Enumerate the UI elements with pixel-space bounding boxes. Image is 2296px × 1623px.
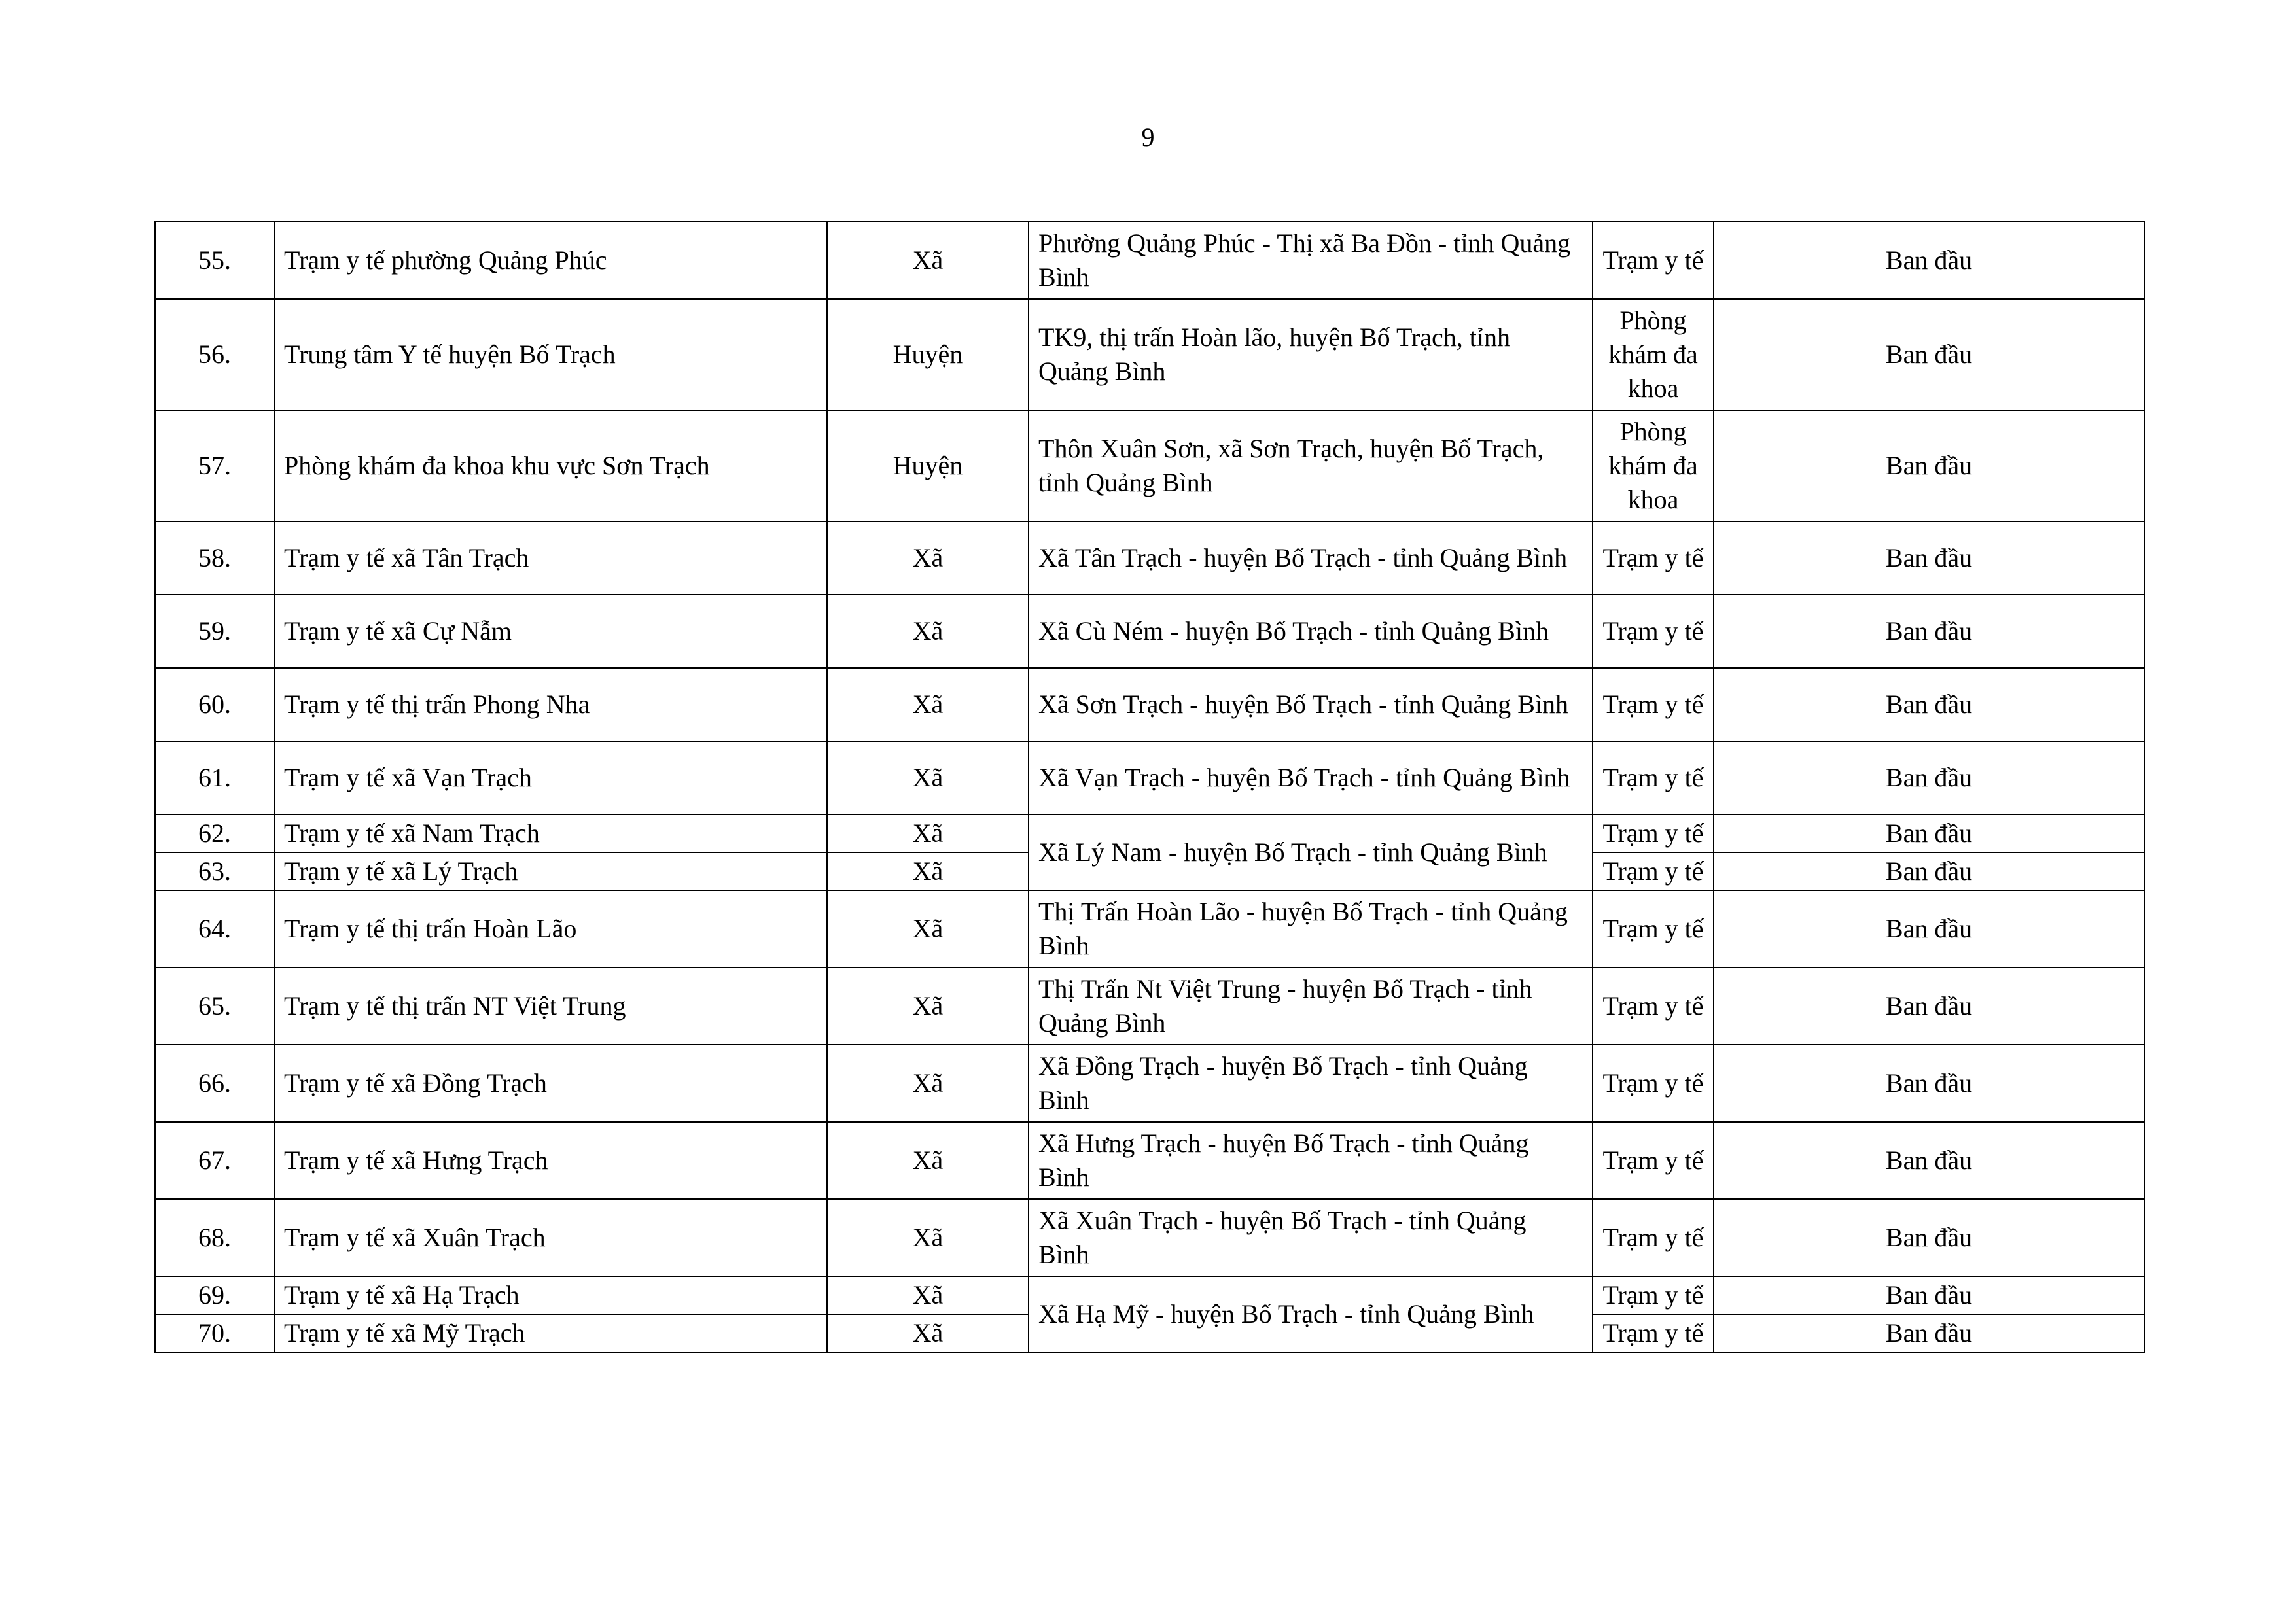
facility-address-cell: Xã Vạn Trạch - huyện Bố Trạch - tỉnh Quảng Bình xyxy=(1029,741,1593,814)
facility-type-cell: Trạm y tế xyxy=(1593,1314,1714,1352)
facility-level-cell: Xã xyxy=(827,1122,1029,1199)
table-row xyxy=(155,741,2144,814)
row-index-cell: 56. xyxy=(155,299,274,410)
facility-type-cell: Trạm y tế xyxy=(1593,668,1714,741)
facility-category-cell: Ban đầu xyxy=(1714,521,2144,595)
facility-registry-table xyxy=(154,221,2145,1353)
facility-level-cell: Xã xyxy=(827,1314,1029,1352)
facility-name-cell: Trạm y tế xã Tân Trạch xyxy=(274,521,827,595)
facility-address-cell: Xã Đồng Trạch - huyện Bố Trạch - tỉnh Quảng Bình xyxy=(1029,1045,1593,1122)
facility-category-cell: Ban đầu xyxy=(1714,1122,2144,1199)
table-row xyxy=(155,668,2144,741)
row-index-cell: 59. xyxy=(155,595,274,668)
table-row xyxy=(155,1122,2144,1199)
table-row xyxy=(155,1276,2144,1314)
table-row xyxy=(155,890,2144,968)
facility-type-cell: Trạm y tế xyxy=(1593,222,1714,299)
table-row xyxy=(155,410,2144,521)
facility-address-cell: Xã Lý Nam - huyện Bố Trạch - tỉnh Quảng Bình xyxy=(1029,814,1593,890)
facility-category-cell: Ban đầu xyxy=(1714,1276,2144,1314)
row-index-cell: 61. xyxy=(155,741,274,814)
facility-address-cell: TK9, thị trấn Hoàn lão, huyện Bố Trạch, tỉnh Quảng Bình xyxy=(1029,299,1593,410)
facility-level-cell: Xã xyxy=(827,595,1029,668)
facility-name-cell: Phòng khám đa khoa khu vực Sơn Trạch xyxy=(274,410,827,521)
facility-type-cell: Trạm y tế xyxy=(1593,1276,1714,1314)
facility-name-cell: Trạm y tế xã Cự Nẫm xyxy=(274,595,827,668)
row-index-cell: 69. xyxy=(155,1276,274,1314)
facility-type-cell: Trạm y tế xyxy=(1593,1122,1714,1199)
facility-address-cell: Xã Xuân Trạch - huyện Bố Trạch - tỉnh Quảng Bình xyxy=(1029,1199,1593,1276)
facility-registry-table-wrap xyxy=(154,221,2144,1353)
facility-address-cell: Xã Hưng Trạch - huyện Bố Trạch - tỉnh Quảng Bình xyxy=(1029,1122,1593,1199)
facility-name-cell: Trạm y tế xã Đồng Trạch xyxy=(274,1045,827,1122)
facility-level-cell: Xã xyxy=(827,890,1029,968)
facility-address-cell: Phường Quảng Phúc - Thị xã Ba Đồn - tỉnh Quảng Bình xyxy=(1029,222,1593,299)
row-index-cell: 70. xyxy=(155,1314,274,1352)
table-row xyxy=(155,222,2144,299)
facility-name-cell: Trạm y tế phường Quảng Phúc xyxy=(274,222,827,299)
facility-address-cell: Xã Cù Ném - huyện Bố Trạch - tỉnh Quảng Bình xyxy=(1029,595,1593,668)
facility-type-cell: Trạm y tế xyxy=(1593,1199,1714,1276)
facility-level-cell: Xã xyxy=(827,1045,1029,1122)
row-index-cell: 64. xyxy=(155,890,274,968)
facility-category-cell: Ban đầu xyxy=(1714,852,2144,890)
facility-name-cell: Trạm y tế thị trấn Hoàn Lão xyxy=(274,890,827,968)
facility-category-cell: Ban đầu xyxy=(1714,1314,2144,1352)
facility-category-cell: Ban đầu xyxy=(1714,1199,2144,1276)
facility-address-cell: Thị Trấn Nt Việt Trung - huyện Bố Trạch - tỉnh Quảng Bình xyxy=(1029,968,1593,1045)
facility-level-cell: Huyện xyxy=(827,410,1029,521)
facility-type-cell: Phòng khám đa khoa xyxy=(1593,410,1714,521)
row-index-cell: 65. xyxy=(155,968,274,1045)
facility-type-cell: Trạm y tế xyxy=(1593,1045,1714,1122)
facility-type-cell: Trạm y tế xyxy=(1593,521,1714,595)
facility-level-cell: Xã xyxy=(827,222,1029,299)
table-row xyxy=(155,299,2144,410)
facility-type-cell: Trạm y tế xyxy=(1593,890,1714,968)
row-index-cell: 68. xyxy=(155,1199,274,1276)
facility-category-cell: Ban đầu xyxy=(1714,968,2144,1045)
facility-name-cell: Trạm y tế thị trấn Phong Nha xyxy=(274,668,827,741)
facility-name-cell: Trạm y tế xã Xuân Trạch xyxy=(274,1199,827,1276)
table-row xyxy=(155,1045,2144,1122)
facility-address-cell: Xã Sơn Trạch - huyện Bố Trạch - tỉnh Quảng Bình xyxy=(1029,668,1593,741)
facility-category-cell: Ban đầu xyxy=(1714,814,2144,852)
facility-type-cell: Trạm y tế xyxy=(1593,741,1714,814)
facility-level-cell: Xã xyxy=(827,1276,1029,1314)
facility-level-cell: Xã xyxy=(827,968,1029,1045)
table-row xyxy=(155,1199,2144,1276)
facility-level-cell: Xã xyxy=(827,521,1029,595)
facility-name-cell: Trạm y tế thị trấn NT Việt Trung xyxy=(274,968,827,1045)
facility-category-cell: Ban đầu xyxy=(1714,741,2144,814)
facility-name-cell: Trạm y tế xã Nam Trạch xyxy=(274,814,827,852)
facility-category-cell: Ban đầu xyxy=(1714,1045,2144,1122)
facility-address-cell: Thị Trấn Hoàn Lão - huyện Bố Trạch - tỉnh Quảng Bình xyxy=(1029,890,1593,968)
facility-level-cell: Xã xyxy=(827,1199,1029,1276)
table-row xyxy=(155,521,2144,595)
facility-level-cell: Xã xyxy=(827,814,1029,852)
table-row xyxy=(155,814,2144,852)
facility-level-cell: Xã xyxy=(827,852,1029,890)
facility-type-cell: Trạm y tế xyxy=(1593,595,1714,668)
facility-type-cell: Trạm y tế xyxy=(1593,968,1714,1045)
facility-address-cell: Xã Tân Trạch - huyện Bố Trạch - tỉnh Quảng Bình xyxy=(1029,521,1593,595)
facility-category-cell: Ban đầu xyxy=(1714,299,2144,410)
facility-level-cell: Xã xyxy=(827,741,1029,814)
table-row xyxy=(155,595,2144,668)
facility-type-cell: Phòng khám đa khoa xyxy=(1593,299,1714,410)
row-index-cell: 67. xyxy=(155,1122,274,1199)
facility-address-cell: Thôn Xuân Sơn, xã Sơn Trạch, huyện Bố Trạch, tỉnh Quảng Bình xyxy=(1029,410,1593,521)
facility-name-cell: Trạm y tế xã Mỹ Trạch xyxy=(274,1314,827,1352)
row-index-cell: 62. xyxy=(155,814,274,852)
facility-level-cell: Xã xyxy=(827,668,1029,741)
facility-name-cell: Trạm y tế xã Hạ Trạch xyxy=(274,1276,827,1314)
facility-category-cell: Ban đầu xyxy=(1714,668,2144,741)
row-index-cell: 55. xyxy=(155,222,274,299)
row-index-cell: 60. xyxy=(155,668,274,741)
table-row xyxy=(155,968,2144,1045)
facility-category-cell: Ban đầu xyxy=(1714,410,2144,521)
facility-category-cell: Ban đầu xyxy=(1714,890,2144,968)
facility-level-cell: Huyện xyxy=(827,299,1029,410)
row-index-cell: 63. xyxy=(155,852,274,890)
facility-category-cell: Ban đầu xyxy=(1714,222,2144,299)
facility-type-cell: Trạm y tế xyxy=(1593,814,1714,852)
page-number: 9 xyxy=(1141,122,1155,152)
facility-name-cell: Trạm y tế xã Vạn Trạch xyxy=(274,741,827,814)
row-index-cell: 58. xyxy=(155,521,274,595)
facility-type-cell: Trạm y tế xyxy=(1593,852,1714,890)
facility-name-cell: Trạm y tế xã Lý Trạch xyxy=(274,852,827,890)
facility-address-cell: Xã Hạ Mỹ - huyện Bố Trạch - tỉnh Quảng Bình xyxy=(1029,1276,1593,1352)
facility-category-cell: Ban đầu xyxy=(1714,595,2144,668)
row-index-cell: 57. xyxy=(155,410,274,521)
table-body xyxy=(155,222,2144,1352)
facility-name-cell: Trung tâm Y tế huyện Bố Trạch xyxy=(274,299,827,410)
facility-name-cell: Trạm y tế xã Hưng Trạch xyxy=(274,1122,827,1199)
row-index-cell: 66. xyxy=(155,1045,274,1122)
